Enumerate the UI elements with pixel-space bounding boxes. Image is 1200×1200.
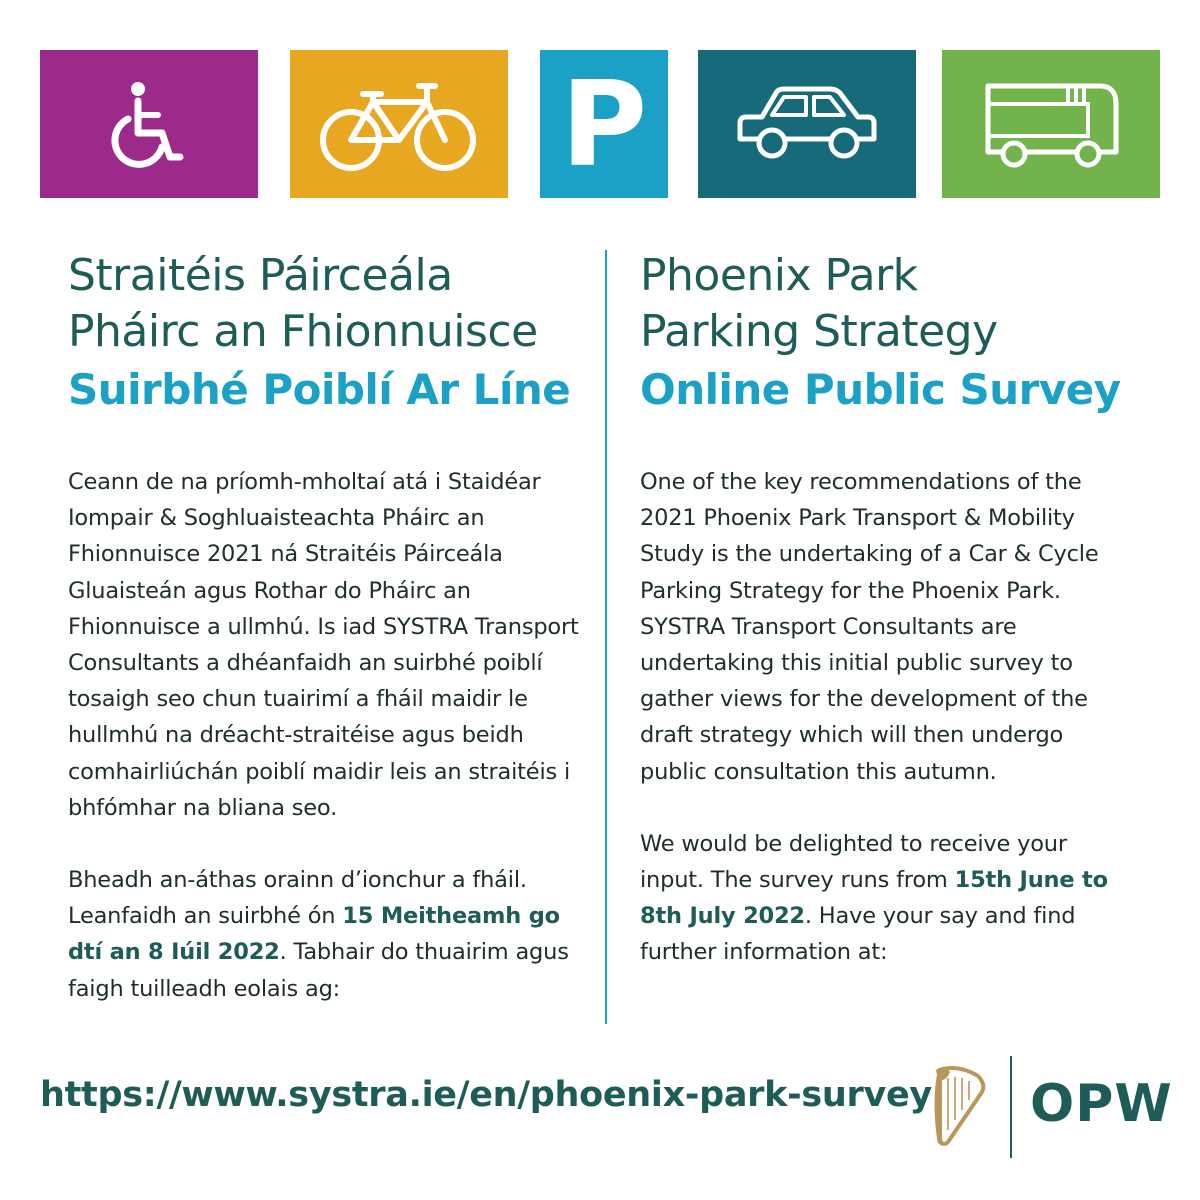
irish-title-line1: Straitéis Páirceála	[68, 250, 453, 301]
english-survey-dates: 15th June to 8th July 2022	[640, 867, 1108, 930]
irish-survey-dates: 15 Meitheamh go dtí an 8 Iúil 2022	[68, 903, 560, 966]
bicycle-tile	[290, 50, 508, 198]
irish-dates-post: . Tabhair do thuairim agus faigh tuilleadh eolais ag:	[68, 939, 569, 1002]
harp-icon	[928, 1062, 992, 1148]
irish-title-line2: Pháirc an Fhionnuisce	[68, 306, 538, 357]
english-title-line2: Parking Strategy	[640, 306, 998, 357]
english-column	[640, 248, 1121, 971]
bus-tile	[942, 50, 1160, 198]
wheelchair-tile	[40, 50, 258, 198]
car-icon	[732, 79, 882, 169]
irish-column	[68, 248, 588, 1007]
parking-icon: P	[560, 55, 648, 193]
irish-body-paragraph: Ceann de na príomh-mholtaí atá i Staidéar Iompair & Soghluaisteachta Pháirc an Fhionnuisce 2021 ná Straitéis Páirceála Gluaisteán agus Rothar do Pháirc an Fhionnuisce a ullmhú. Is iad SYSTRA Transport Consultants a dhéanfaidh an suirbhé poiblí tosaigh seo chun tuairimí a fháil maidir le hullmhú na dréacht-straitéise agus beidh comhairliúchán poiblí maidir leis an straitéis i bhfómhar na bliana seo.	[68, 469, 579, 821]
bus-icon	[976, 74, 1126, 174]
bicycle-icon	[319, 74, 479, 174]
car-tile	[698, 50, 916, 198]
harp-logo	[928, 1062, 992, 1153]
irish-dates-pre: Bheadh an-áthas orainn d’ionchur a fháil. Leanfaidh an suirbhé ón	[68, 867, 527, 930]
opw-logo-text: OPW	[1030, 1074, 1173, 1134]
english-subtitle: Online Public Survey	[640, 365, 1121, 414]
english-dates-paragraph	[640, 826, 1110, 971]
english-body-paragraph: One of the key recommendations of the 2021 Phoenix Park Transport & Mobility Study is the undertaking of a Car & Cycle Parking Strategy for the Phoenix Park. SYSTRA Transport Consultants are undertaking this initial public survey to gather views for the development of the draft strategy which will then undergo public consultation this autumn.	[640, 469, 1099, 785]
wheelchair-icon	[104, 79, 194, 169]
english-title-line1: Phoenix Park	[640, 250, 918, 301]
irish-subtitle: Suirbhé Poiblí Ar Líne	[68, 365, 571, 414]
parking-tile	[540, 50, 668, 198]
logo-divider	[1010, 1056, 1012, 1158]
english-dates-pre: We would be delighted to receive your input. The survey runs from	[640, 830, 1067, 894]
column-divider	[605, 250, 607, 1024]
irish-dates-paragraph	[68, 862, 588, 1007]
survey-link[interactable]: https://www.systra.ie/en/phoenix-park-survey	[40, 1075, 932, 1115]
english-dates-post: . Have your say and find further information at:	[640, 903, 1076, 966]
